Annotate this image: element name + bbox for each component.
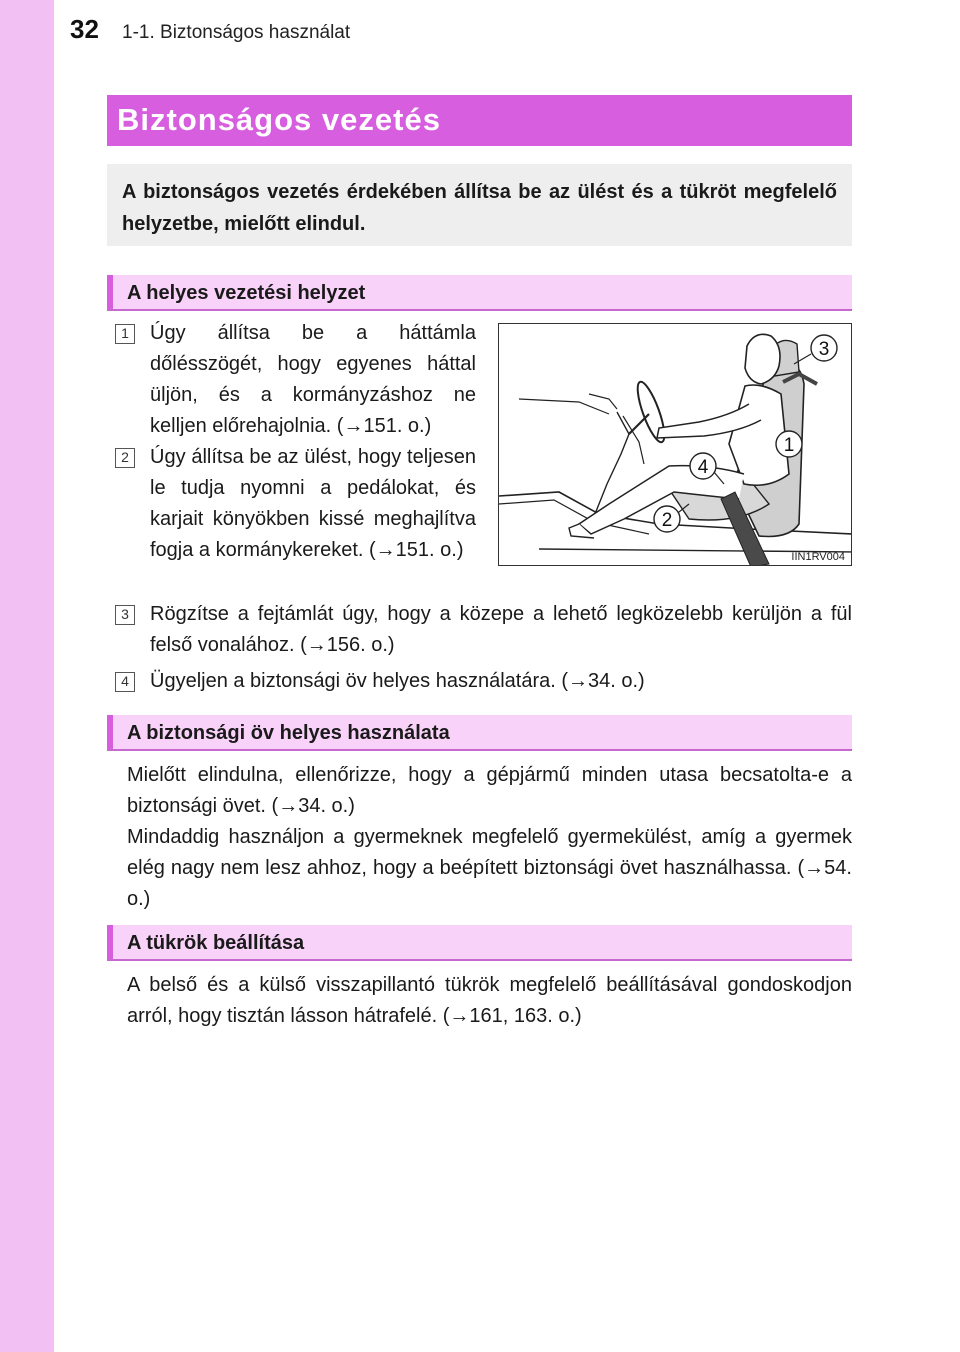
svg-text:1: 1 — [783, 435, 795, 456]
title-bar — [107, 95, 852, 146]
intro-text: A biztonságos vezetés érdekében állítsa be az ülést és a tükröt megfelelő helyzetbe, mielőtt elindul. — [122, 181, 837, 235]
driving-position-figure — [498, 323, 852, 566]
subheading-seatbelt — [107, 715, 852, 751]
step-text-1: Úgy állítsa be a háttámla dőlésszögét, hogy egyenes háttal üljön, és a kormányzáshoz ne kelljen előrehajolnia. (→151. o.) — [150, 322, 476, 437]
subheading-text: A biztonsági öv helyes használata — [127, 722, 450, 744]
subheading-accent-bar — [107, 275, 113, 309]
step-number-1: 1 — [115, 324, 135, 344]
svg-text:3: 3 — [818, 339, 830, 360]
callout-3 — [794, 335, 837, 364]
seatbelt-paragraph: Mielőtt elindulna, ellenőrizze, hogy a gépjármű minden utasa becsatolta-e a biztonsági övet. (→34. o.) Mindaddig használjon a gyermeknek megfelelő gyermekülést, amíg a gyermek elég nagy nem lesz ahhoz, hogy a beépített biztonsági övet használhassa. (→54. o.) — [127, 764, 852, 910]
driving-position-illustration — [499, 324, 852, 566]
intro-box — [107, 164, 852, 246]
step-text-3: Rögzítse a fejtámlát úgy, hogy a közepe a lehető legközelebb kerüljön a fül felső vonalához. (→156. o.) — [150, 603, 852, 656]
page-title: Biztonságos vezetés — [117, 102, 441, 137]
subheading-driving-position — [107, 275, 852, 311]
subheading-mirrors — [107, 925, 852, 961]
svg-text:4: 4 — [697, 457, 709, 478]
figure-code: IIN1RV004 — [791, 551, 845, 563]
step-number-4: 4 — [115, 672, 135, 692]
section-path: 1-1. Biztonságos használat — [122, 22, 351, 43]
page-number: 32 — [70, 14, 99, 44]
subheading-accent-bar — [107, 715, 113, 749]
step-text-4: Ügyeljen a biztonsági öv helyes használatára. (→34. o.) — [150, 670, 645, 692]
step-number-3: 3 — [115, 605, 135, 625]
subheading-text: A tükrök beállítása — [127, 932, 305, 954]
svg-text:2: 2 — [661, 510, 673, 531]
callout-2 — [654, 504, 689, 532]
subheading-accent-bar — [107, 925, 113, 959]
mirrors-paragraph: A belső és a külső visszapillantó tükrök megfelelő beállításával gondoskodjon arról, hogy tisztán lásson hátrafelé. (→161, 163. o.) — [127, 974, 852, 1027]
step-number-2: 2 — [115, 448, 135, 468]
side-strip — [0, 0, 54, 1352]
step-text-2: Úgy állítsa be az ülést, hogy teljesen le tudja nyomni a pedálokat, és karjait könyökben kissé meghajlítva fogja a kormánykereket. (→151. o.) — [150, 446, 476, 561]
callout-1 — [776, 431, 802, 457]
subheading-text: A helyes vezetési helyzet — [127, 282, 366, 304]
